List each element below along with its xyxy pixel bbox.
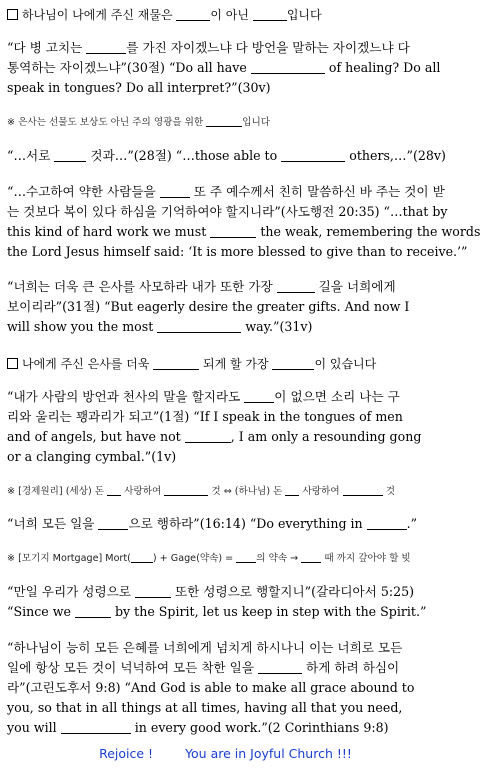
- footer-rejoice: Rejoice !: [99, 746, 154, 761]
- blank: [86, 42, 126, 54]
- blank: [164, 486, 208, 496]
- verse-line: 라”(고린도후서 9:8) “And God is able to make all grace abound to: [7, 680, 415, 695]
- verse-line: you will in every good work.”(2 Corinthians 9:8): [7, 720, 389, 735]
- blank: [236, 553, 256, 563]
- note-line: ※ [경제원리] (세상) 돈 사랑하여 것 ⇔ (하나님) 돈 사랑하여 것: [7, 486, 395, 497]
- verse-line: 는 것보다 복이 있다 하심을 기억하여야 할지니라”(사도행전 20:35) “…that by: [7, 204, 448, 219]
- blank: [153, 358, 199, 370]
- verse-line: “만일 우리가 성령으로 또한 성령으로 행할지니”(갈라디아서 5:25): [7, 584, 415, 599]
- heading-text: 입니다: [286, 8, 322, 22]
- blank: [206, 117, 242, 127]
- verse-line: speak in tongues? Do all interpret?”(30v): [7, 80, 271, 95]
- verse-line: “내가 사람의 방언과 천사의 말을 할지라도 이 없으면 소리 나는 구: [7, 389, 400, 404]
- blank: [277, 281, 315, 293]
- verse-line: this kind of hard work we must the weak, remembering the words: [7, 224, 480, 239]
- checkbox-icon: [7, 358, 18, 369]
- blank: [98, 518, 128, 530]
- note-line: ※ [모기지 Mortgage] Mort( ) + Gage(약속) = 의 약속 → 때 까지 갚아야 할 빚: [7, 553, 411, 564]
- heading-text: 이 아닌: [210, 8, 249, 22]
- footer-church: You are in Joyful Church !!!: [185, 746, 352, 761]
- blank: [185, 431, 231, 443]
- blank: [131, 553, 153, 563]
- blank: [210, 226, 256, 238]
- verse-line: or a clanging cymbal.”(1v): [7, 449, 177, 464]
- verse-line: “…서로 것과…”(28절) “…those able to others,…”(28v): [7, 148, 446, 163]
- blank: [107, 486, 121, 496]
- checkbox-icon: [7, 9, 18, 20]
- verse-line: will show you the most way.”(31v): [7, 319, 313, 334]
- blank: [61, 722, 131, 734]
- blank: [54, 150, 86, 162]
- blank: [253, 9, 287, 21]
- heading-wealth: [7, 6, 322, 23]
- verse-line: “다 병 고치는 를 가진 자이겠느냐 다 방언을 말하는 자이겠느냐 다: [7, 40, 410, 55]
- blank: [301, 553, 321, 563]
- verse-line: 보이리라”(31절) “But eagerly desire the greater gifts. And now I: [7, 299, 410, 314]
- heading-text: 하나님이 나에게 주신 재물은: [22, 8, 173, 22]
- verse-line: and of angels, but have not , I am only a resounding gong: [7, 429, 422, 444]
- blank: [343, 486, 383, 496]
- verse-line: 일에 항상 모든 것이 넉넉하여 모든 착한 일을 하게 하려 하심이: [7, 660, 400, 675]
- blank: [160, 186, 190, 198]
- verse-line: “Since we by the Spirit, let us keep in step with the Spirit.”: [7, 604, 427, 619]
- blank: [367, 518, 407, 530]
- verse-line: 리와 울리는 꽹과리가 되고”(1절) “If I speak in the tongues of men: [7, 409, 403, 424]
- footer: [0, 746, 451, 761]
- verse-line: the Lord Jesus himself said: ‘It is more blessed to give than to receive.’”: [7, 244, 468, 259]
- blank: [157, 321, 241, 333]
- blank: [176, 9, 210, 21]
- verse-line: “…수고하여 약한 사람들을 또 주 예수께서 친히 말씀하신 바 주는 것이 받: [7, 184, 445, 199]
- blank: [258, 662, 302, 674]
- verse-line: 통역하는 자이겠느냐”(30절) “Do all have of healing? Do all: [7, 60, 441, 75]
- heading-gift: 나에게 주신 은사를 더욱 되게 할 가장 이 있습니다: [7, 355, 376, 372]
- verse-line: “너희 모든 일을 으로 행하라”(16:14) “Do everything in .”: [7, 516, 418, 531]
- blank: [135, 586, 171, 598]
- blank: [244, 391, 274, 403]
- verse-line: “하나님이 능히 모든 은혜를 너희에게 넘치게 하시나니 이는 너희로 모든: [7, 640, 403, 655]
- blank: [272, 358, 314, 370]
- verse-line: you, so that in all things at all times, having all that you need,: [7, 700, 403, 715]
- blank: [251, 62, 325, 74]
- blank: [285, 486, 299, 496]
- note-line: ※ 은사는 선물도 보상도 아닌 주의 영광을 위한 입니다: [7, 117, 271, 128]
- verse-line: “너희는 더욱 큰 은사를 사모하라 내가 또한 가장 길을 너희에게: [7, 279, 396, 294]
- blank: [281, 150, 345, 162]
- blank: [75, 606, 111, 618]
